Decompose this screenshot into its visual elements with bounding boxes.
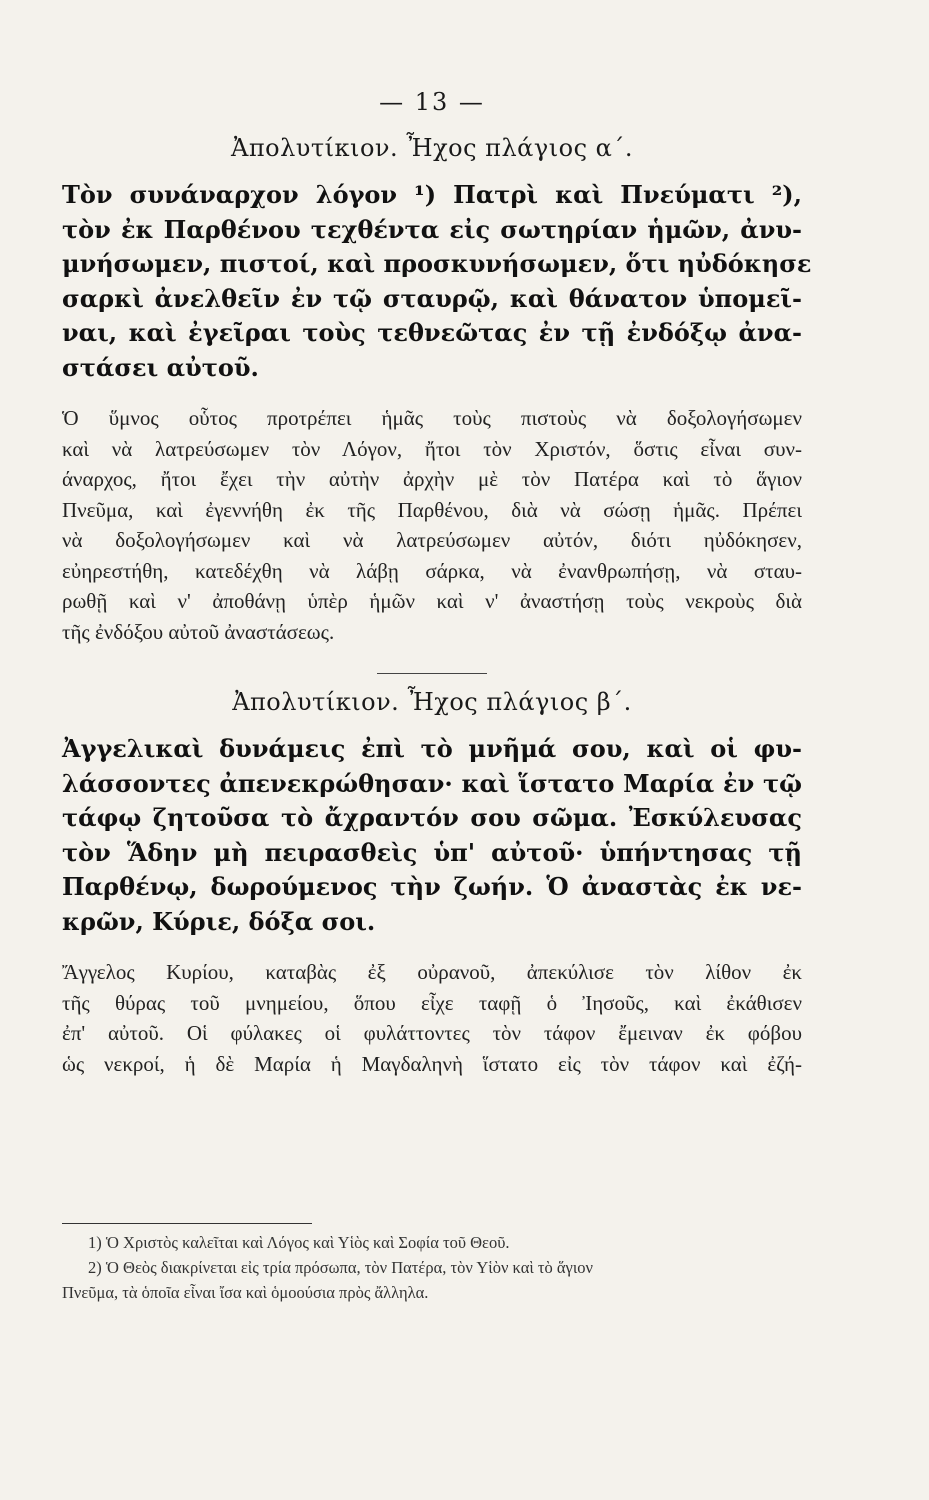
footnote-divider	[62, 1223, 312, 1224]
hymn-line: Παρθένῳ, δωρούμενος τὴν ζωήν. Ὁ ἀναστὰς ἐκ νε-	[62, 872, 802, 901]
footnote-2: 2) Ὁ Θεὸς διακρίνεται εἰς τρία πρόσωπα, τὸν Πατέρα, τὸν Υἱὸν καὶ τὸ ἅγιον	[88, 1258, 593, 1277]
commentary-line: Πνεῦμα, καὶ ἐγεννήθη ἐκ τῆς Παρθένου, διὰ νὰ σώσῃ ἡμᾶς. Πρέπει	[62, 497, 802, 522]
hymn-line: Τὸν συνάναρχον λόγον ¹) Πατρὶ καὶ Πνεύματι ²),	[62, 180, 802, 209]
section-divider	[377, 673, 487, 674]
section2-hymn	[62, 732, 802, 939]
commentary-line: Ἄγγελος Κυρίου, καταβὰς ἐξ οὐρανοῦ, ἀπεκύλισε τὸν λίθον ἐκ	[62, 960, 802, 984]
hymn-line: τὸν ἐκ Παρθένου τεχθέντα εἰς σωτηρίαν ἡμῶν, ἀνυ-	[62, 214, 802, 244]
commentary-line: ὡς νεκροί, ἡ δὲ Μαρία ἡ Μαγδαληνὴ ἵστατο εἰς τὸν τάφον καὶ ἐζή-	[62, 1051, 802, 1076]
commentary-line: Ὁ ὕμνος οὗτος προτρέπει ἡμᾶς τοὺς πιστοὺς νὰ δοξολογήσωμεν	[62, 406, 802, 430]
commentary-line: νὰ δοξολογήσωμεν καὶ νὰ λατρεύσωμεν αὐτόν, διότι ηὐδόκησεν,	[62, 528, 802, 552]
page-number: — 13 —	[379, 88, 485, 116]
commentary-line: ρωθῇ καὶ ν' ἀποθάνῃ ὑπὲρ ἡμῶν καὶ ν' ἀναστήσῃ τοὺς νεκροὺς διὰ	[62, 589, 802, 613]
section2-heading: Ἀπολυτίκιον. Ἦχος πλάγιος β΄.	[232, 688, 632, 716]
commentary-line: καὶ νὰ λατρεύσωμεν τὸν Λόγον, ἤτοι τὸν Χριστόν, ὅστις εἶναι συν-	[62, 436, 802, 461]
hymn-line: λάσσοντες ἀπενεκρώθησαν· καὶ ἵστατο Μαρία ἐν τῷ	[62, 768, 802, 798]
hymn-line: τάφῳ ζητοῦσα τὸ ἄχραντόν σου σῶμα. Ἐσκύλευσας	[62, 803, 802, 832]
hymn-line: κρῶν, Κύριε, δόξα σοι.	[62, 906, 376, 936]
hymn-line: τὸν Ἅδην μὴ πειρασθεὶς ὑπ' αὐτοῦ· ὑπήντησας τῇ	[62, 837, 802, 867]
section1-commentary	[62, 403, 802, 647]
commentary-line: τῆς θύρας τοῦ μνημείου, ὅπου εἶχε ταφῇ ὁ Ἰησοῦς, καὶ ἐκάθισεν	[62, 990, 802, 1015]
commentary-line: ἐπ' αὐτοῦ. Οἱ φύλακες οἱ φυλάττοντες τὸν τάφον ἔμειναν ἐκ φόβου	[62, 1021, 802, 1045]
hymn-line: σαρκὶ ἀνελθεῖν ἐν τῷ σταυρῷ, καὶ θάνατον ὑπομεῖ-	[62, 283, 802, 313]
section1-heading: Ἀπολυτίκιον. Ἦχος πλάγιος α΄.	[231, 134, 633, 162]
hymn-line: ναι, καὶ ἐγεῖραι τοὺς τεθνεῶτας ἐν τῇ ἐνδόξῳ ἀνα-	[62, 318, 802, 347]
section1-hymn	[62, 178, 812, 385]
hymn-line: μνήσωμεν, πιστοί, καὶ προσκυνήσωμεν, ὅτι ηὐδόκησε	[62, 249, 812, 278]
footnote-2-continued: Πνεῦμα, τὰ ὁποῖα εἶναι ἴσα καὶ ὁμοούσια πρὸς ἄλληλα.	[62, 1283, 429, 1302]
footnote-1: 1) Ὁ Χριστὸς καλεῖται καὶ Λόγος καὶ Υἱὸς καὶ Σοφία τοῦ Θεοῦ.	[88, 1233, 510, 1252]
page-body	[62, 88, 812, 1079]
commentary-line: εὐηρεστήθη, κατεδέχθη νὰ λάβῃ σάρκα, νὰ ἐνανθρωπήσῃ, νὰ σταυ-	[62, 558, 802, 583]
hymn-line: Ἀγγελικαὶ δυνάμεις ἐπὶ τὸ μνῆμά σου, καὶ οἱ φυ-	[62, 734, 802, 763]
footnotes	[62, 1230, 808, 1305]
section2-commentary	[62, 957, 802, 1079]
commentary-line: άναρχος, ἤτοι ἔχει τὴν αὐτὴν ἀρχὴν μὲ τὸν Πατέρα καὶ τὸ ἅγιον	[62, 467, 802, 491]
hymn-line: στάσει αὐτοῦ.	[62, 352, 259, 382]
commentary-line: τῆς ἐνδόξου αὐτοῦ ἀναστάσεως.	[62, 619, 335, 644]
